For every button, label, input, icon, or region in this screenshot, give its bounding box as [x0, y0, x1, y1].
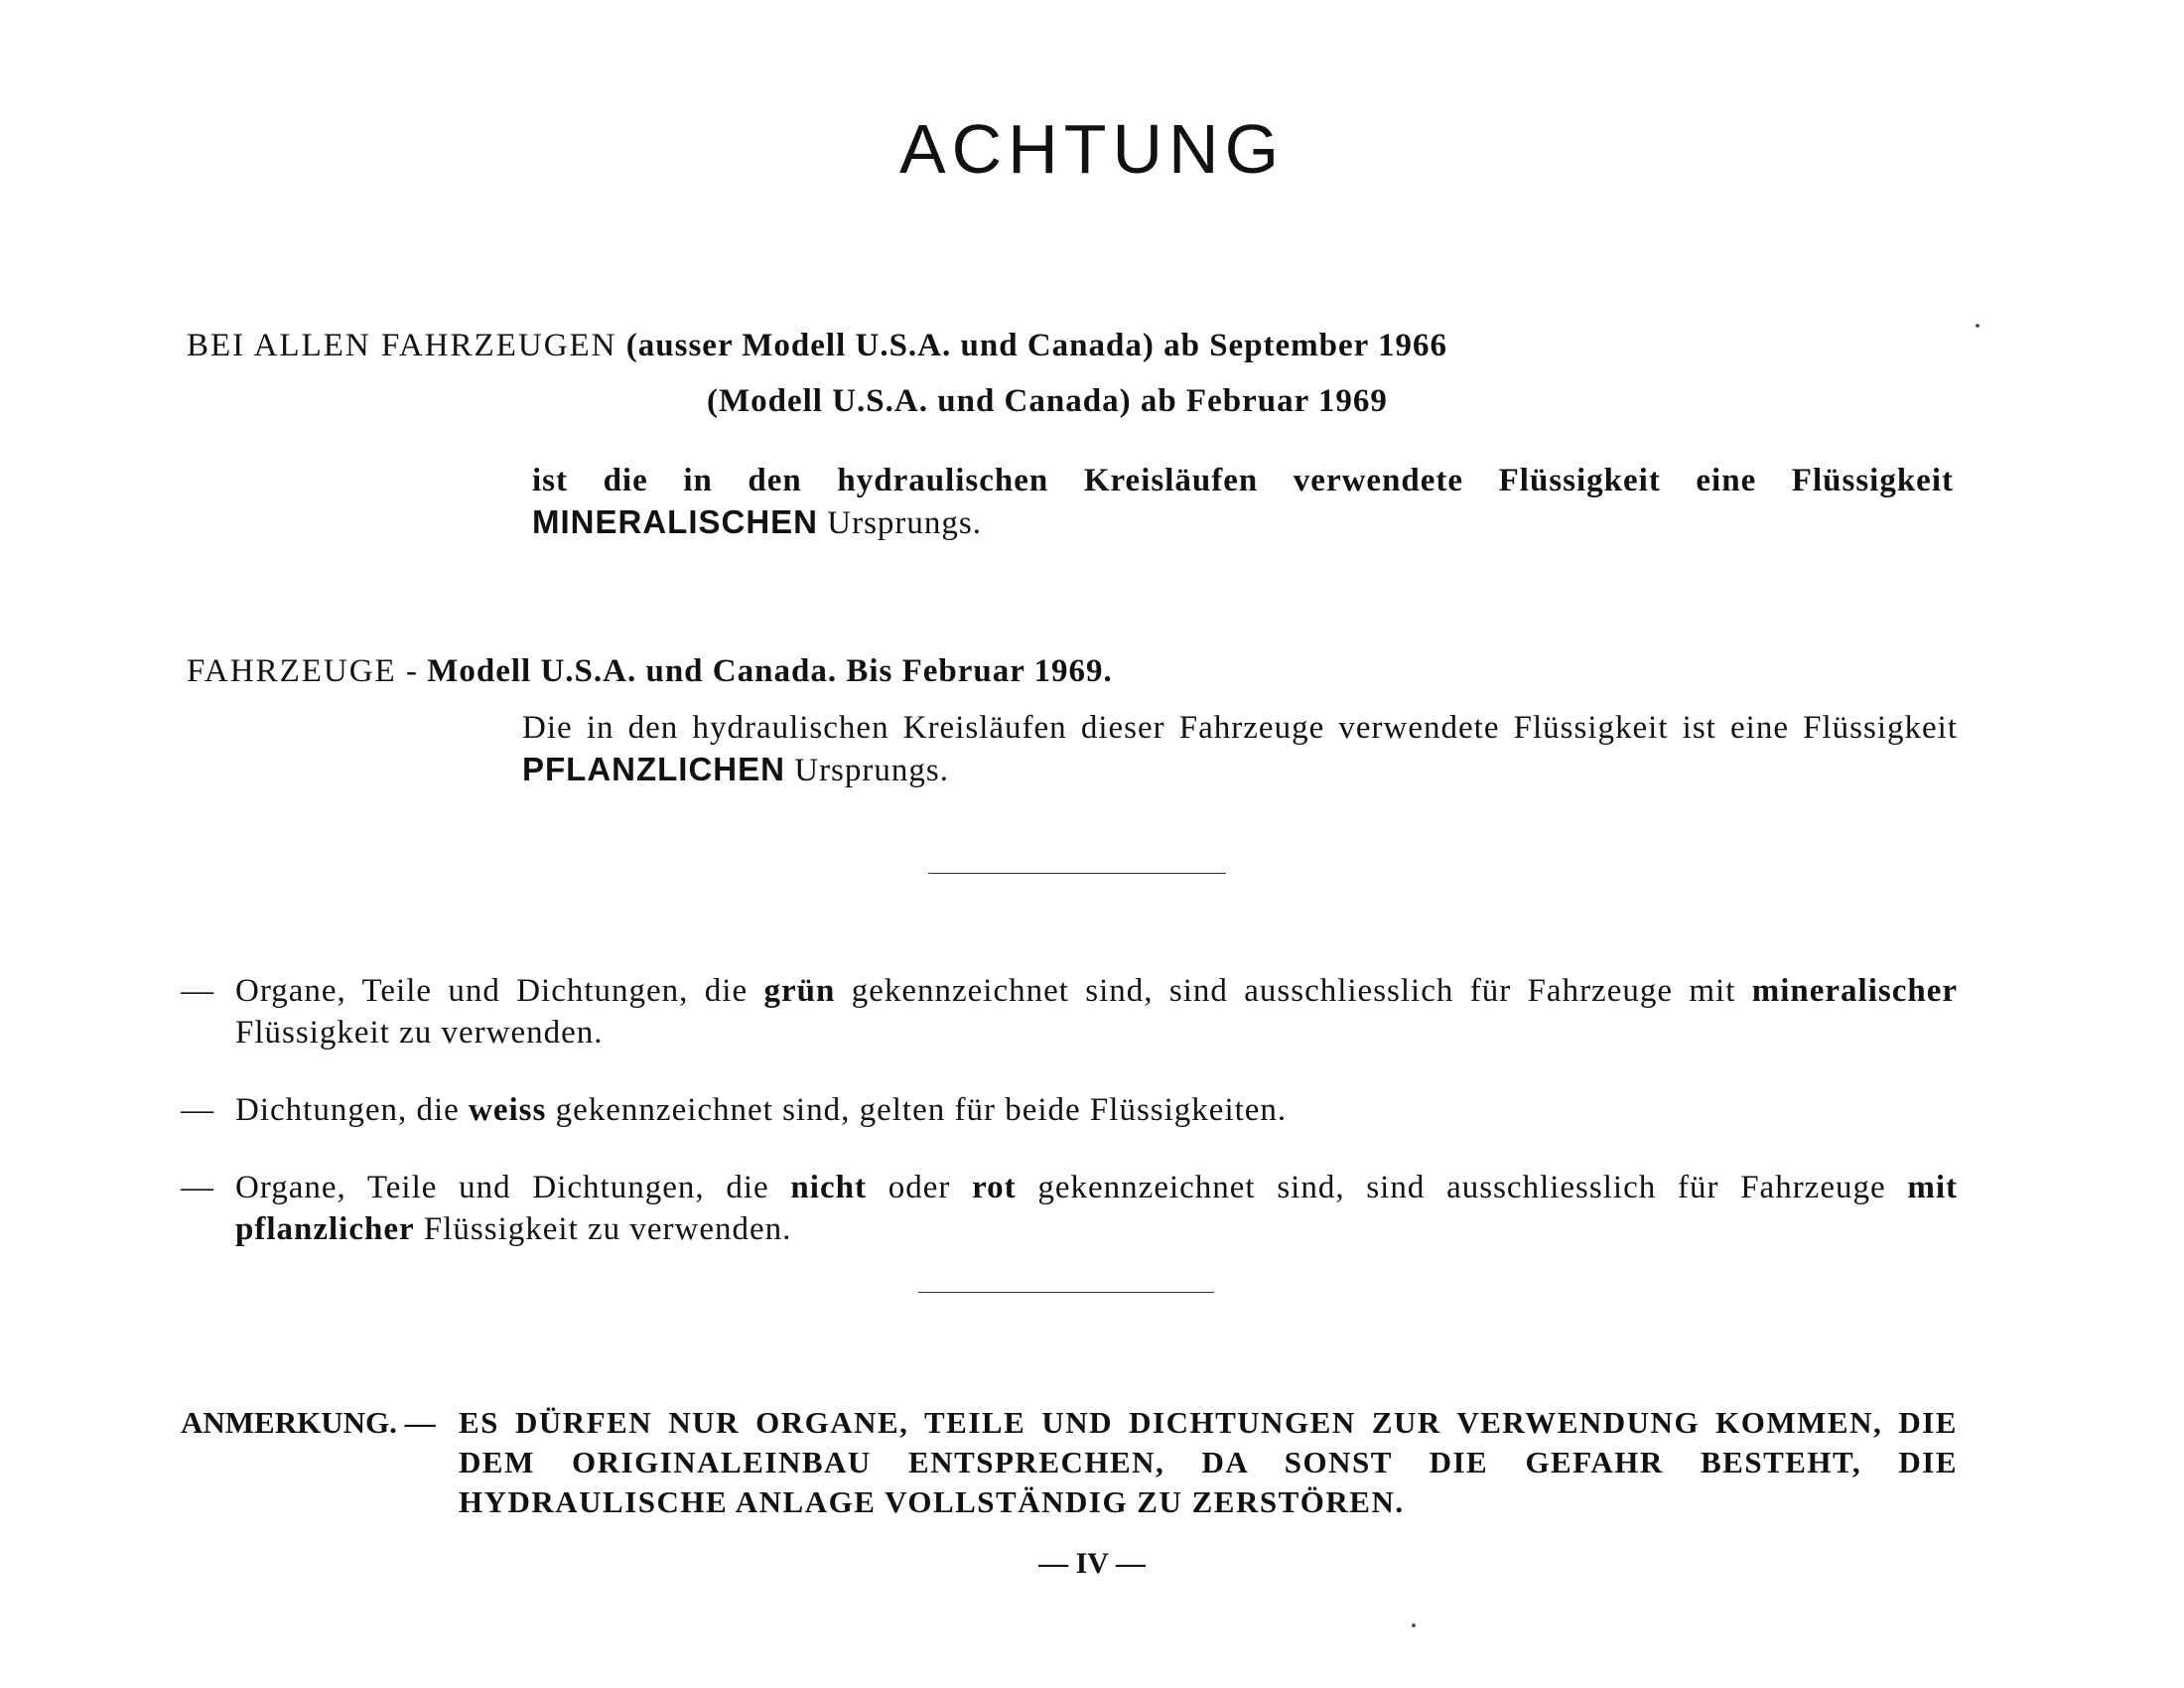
item3-emphasis-fluid: mit pflanzlicher [235, 1170, 1959, 1247]
section2-heading: FAHRZEUGE [187, 653, 397, 689]
item1-text: Flüssigkeit zu verwenden. [235, 1015, 604, 1051]
scan-speck [1976, 324, 1979, 328]
item1-text: gekennzeichnet sind, sind ausschliesslich für Fahrzeuge mit [851, 973, 1736, 1009]
note-block [181, 1403, 1958, 1522]
section1-para-emphasis: MINERALISCHEN [532, 503, 819, 540]
section2-para-end: Ursprungs. [794, 753, 949, 788]
list-dash: — [181, 1092, 213, 1128]
section1-heading: BEI ALLEN FAHRZEUGEN [187, 328, 617, 363]
section2-separator: - [405, 653, 418, 689]
section1-line2: (Modell U.S.A. und Canada) ab Februar 1969 [707, 383, 1388, 419]
item1-text: Organe, Teile und Dichtungen, die [235, 973, 749, 1009]
item1-emphasis-fluid: mineralischer [1751, 973, 1958, 1009]
section2-para-emphasis: PFLANZLICHEN [522, 751, 785, 787]
list-item-3 [181, 1167, 1958, 1250]
section1-line1-rest: (ausser Modell U.S.A. und Canada) ab September 1966 [625, 328, 1447, 363]
section2-paragraph [522, 707, 1958, 791]
section2-line1 [187, 650, 1113, 692]
item3-text: Organe, Teile und Dichtungen, die [235, 1170, 769, 1205]
list-dash: — [181, 973, 213, 1009]
item3-emphasis-not: nicht [790, 1170, 867, 1205]
section1-line1 [187, 325, 1447, 366]
note-text: ES DÜRFEN NUR ORGANE, TEILE UND DICHTUNGEN ZUR VERWENDUNG KOMMEN, DIE DEM ORIGINALEINBAU ENTSPRECHEN, DA SONST DIE GEFAHR BESTEHT, DIE HYDRAULISCHE ANLAGE VOLLSTÄNDIG ZU ZERSTÖREN. [459, 1405, 1958, 1519]
note-label: ANMERKUNG. — [181, 1405, 436, 1440]
section1-paragraph [532, 460, 1954, 544]
item3-emphasis-red: rot [972, 1170, 1017, 1205]
item3-text: oder [887, 1170, 951, 1205]
item3-text: Flüssigkeit zu verwenden. [423, 1211, 792, 1247]
item2-text: gekennzeichnet sind, gelten für beide Flüssigkeiten. [555, 1092, 1288, 1128]
section1-para-end: Ursprungs. [827, 505, 983, 541]
page-title: ACHTUNG [898, 110, 1286, 188]
list-item-2 [181, 1089, 1958, 1131]
list-item-1 [181, 970, 1958, 1054]
item2-emphasis-color: weiss [469, 1092, 547, 1128]
page-number: — IV — [1038, 1547, 1146, 1580]
section2-heading-rest: Modell U.S.A. und Canada. Bis Februar 1969. [427, 653, 1113, 689]
section2-para-text: Die in den hydraulischen Kreisläufen dieser Fahrzeuge verwendete Flüssigkeit ist eine Flüssigkeit [522, 710, 1958, 746]
list-dash: — [181, 1170, 213, 1205]
section1-para-text: ist die in den hydraulischen Kreisläufen verwendete Flüssigkeit eine Flüssigkeit [532, 463, 1954, 498]
scan-speck [1412, 1623, 1416, 1627]
item3-text: gekennzeichnet sind, sind ausschliesslich für Fahrzeuge [1037, 1170, 1886, 1205]
separator-rule-1 [928, 873, 1226, 874]
item2-text: Dichtungen, die [235, 1092, 460, 1128]
separator-rule-2 [918, 1292, 1214, 1293]
item1-emphasis-color: grün [763, 973, 836, 1009]
